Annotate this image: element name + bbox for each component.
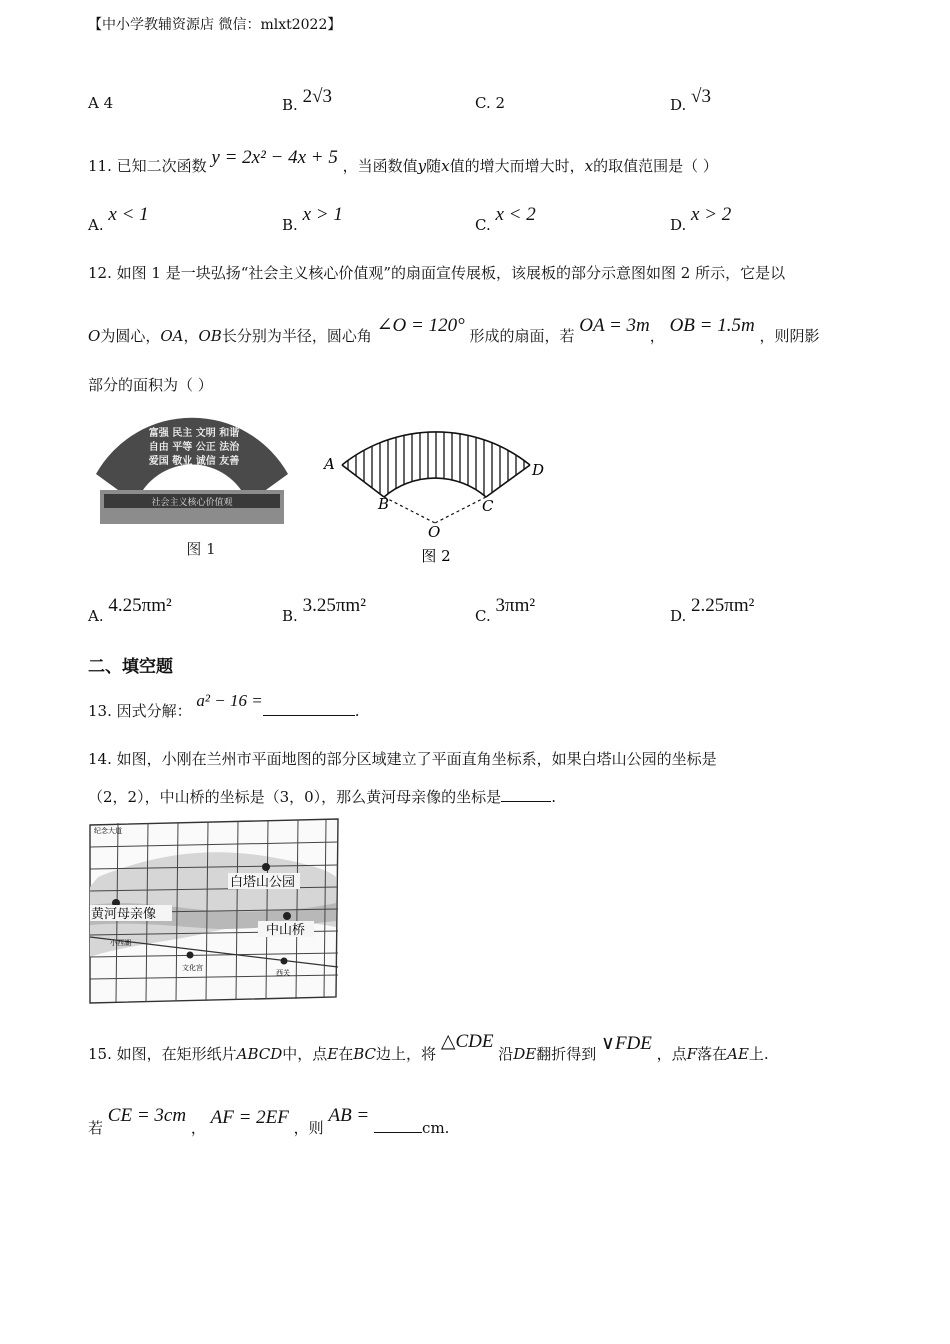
q12-option-a-value: 4.25πm² [108,595,172,616]
q13-answer-blank[interactable] [263,715,355,716]
q12-option-c-value: 3πm² [495,595,536,616]
q14-line2 [88,786,556,807]
q11-option-b-label: B. [282,216,298,234]
q13-expression: a² − 16 = [196,691,263,710]
section-title-fill-in: 二、填空题 [88,657,173,677]
q14-line1: 14. 如图，小刚在兰州市平面地图的部分区域建立了平面直角坐标系，如果白塔山公园的坐标是 [88,750,717,768]
q15-af-value: AF = 2EF [210,1107,289,1128]
q15-comma1: ， [190,1119,206,1137]
q11-option-c-value: x < 2 [495,204,536,225]
q12-text-e: ，则阴影 [759,327,820,345]
q13-period: . [354,702,360,720]
q15-unit: cm. [422,1119,450,1137]
q12-line1: 12. 如图 1 是一块弘扬“社会主义核心价值观”的扇面宣传展板，该展板的部分示意图如图 2 所示，它是以 [88,264,786,282]
q11-option-a-value: x < 1 [108,204,149,225]
q15-bc: BC [353,1045,377,1063]
q15-ab: AB = [328,1105,370,1126]
q12-text-d: 形成的扇面，若 [469,327,575,345]
header-watermark: 【中小学教辅资源店 微信：mlxt2022】 [88,17,342,33]
q11-option-c-label: C. [475,216,491,234]
q15-text-b: 在 [338,1045,354,1063]
q12-figure2 [318,405,558,570]
q12-option-d-value: 2.25πm² [691,595,755,616]
q15-prefix: 15. 如图，在矩形纸片 [88,1045,237,1063]
q15-e: E [327,1045,339,1063]
q11-text-d: 的取值范围是（ ） [593,157,718,175]
q12-angle: ∠O = 120° [376,315,465,336]
q15-text-f: 翻折得到 [536,1045,597,1063]
q11-option-d [670,204,732,236]
q12-option-c [475,595,536,627]
fig2-dash-bo [384,497,435,523]
q11-text-c: 值的增大而增大时， [449,157,585,175]
map-corner-label: 纪念大道 [94,827,122,835]
q12-option-b-value: 3.25πm² [302,595,366,616]
q15-triangle-cde: △CDE [440,1031,494,1052]
q15-text-a: 中，点 [282,1045,328,1063]
q11-option-d-label: D. [670,216,687,234]
q14-map-figure [88,817,340,1005]
q12-o: O [88,327,101,345]
fig2-label-o: O [428,523,441,541]
q11-option-b [282,204,343,236]
q12-option-b-label: B. [282,607,298,625]
baita-label: 白塔山公园 [230,875,296,890]
q15-line1 [88,1031,769,1065]
q10-option-d-label: D. [670,96,687,114]
map-poi-marker-icon [281,958,288,965]
q15-ruo: 若 [88,1119,104,1137]
q11-var-y: y [417,157,427,175]
fig2-dash-co [435,497,486,523]
q12-ob: OB [198,327,222,345]
q12-text-a: 为圆心， [100,327,161,345]
q11-option-b-value: x > 1 [302,204,343,225]
q12-line3: 部分的面积为（ ） [88,376,213,394]
q15-text-g: ，点 [656,1045,687,1063]
q12-option-a-label: A. [88,607,104,625]
q15-comma2: ，则 [293,1119,324,1137]
map-xiguan-label: 西关 [276,969,290,977]
map-poi-marker-icon [187,952,194,959]
q11-option-a [88,204,149,236]
q10-option-a: A 4 [88,94,114,112]
fig2-inner-arc [384,478,486,497]
q10-option-d [670,86,711,116]
q15-text-c: 边上，将 [376,1045,437,1063]
map-xiaoxihu-label: 小西湖 [110,939,131,947]
q12-option-d-label: D. [670,607,687,625]
q12-text-b: ， [183,327,199,345]
q15-text-h: 落在 [697,1045,728,1063]
huanghe-label: 黄河母亲像 [91,907,157,922]
q12-option-d [670,595,755,627]
baita-marker-icon [262,863,270,871]
q12-line2: O为圆心，OA，OB长分别为半径，圆心角 ∠O = 120° 形成的扇面，若 OA = 3m， OB = 1.5m ，则阴影 [88,315,820,345]
q15-answer-blank[interactable] [374,1132,422,1133]
q15-ce-value: CE = 3cm [107,1105,187,1126]
q15-text-i: 上. [748,1045,769,1063]
q11-option-d-value: x > 2 [691,204,732,225]
q12-figure1 [88,408,303,568]
q15-line2 [88,1105,450,1139]
q12-oa-value: OA = 3m [579,315,650,336]
q12-ob-value: OB = 1.5m [669,315,755,336]
q10-option-c: C. 2 [475,94,506,112]
q11-option-c [475,204,536,236]
q15-triangle-fde: ∨FDE [601,1033,652,1054]
fig2-shaded-region [348,405,524,515]
q11-stem [88,147,718,177]
fig2-label-d: D [532,461,545,479]
q12-oa: OA [160,327,184,345]
q11-function: y = 2x² − 4x + 5 [211,147,338,168]
fig1-text-row2: 自由 平等 公正 法治 [148,442,240,453]
zhongshan-marker-icon [283,912,291,920]
q14-answer-blank[interactable] [501,801,551,802]
q15-text-d: 沿 [498,1045,514,1063]
q15-abcd: ABCD [236,1045,283,1063]
q11-text-b: 随 [426,157,442,175]
fig1-band-text: 社会主义核心价值观 [151,498,233,508]
fig2-label-c: C [482,497,494,515]
q10-option-b [282,86,333,116]
fig2-label-b: B [378,495,390,513]
q12-option-a [88,595,172,627]
q11-text-a: ，当函数值 [342,157,418,175]
q12-text-c: 长分别为半径，圆心角 [221,327,372,345]
map-wenhua-label: 文化宫 [182,964,203,972]
q13-stem [88,691,360,721]
q11-var-x: x [441,157,450,175]
q11-var-x2: x [584,157,594,175]
q11-prefix: 11. 已知二次函数 [88,157,207,175]
q15-de: DE [513,1045,537,1063]
q15-ae: AE [727,1045,749,1063]
q12-option-c-label: C. [475,607,491,625]
q10-option-b-label: B. [282,96,298,114]
q11-option-a-label: A. [88,216,104,234]
q12-option-b [282,595,366,627]
q10-option-d-value: √3 [691,86,711,107]
q10-option-b-value: 2√3 [302,86,333,107]
fig1-caption: 图 1 [186,540,216,558]
fig1-text-row1: 富强 民主 文明 和谐 [148,428,240,439]
fig2-caption: 图 2 [421,547,451,565]
fig1-text-row3: 爱国 敬业 诚信 友善 [148,456,240,467]
fig2-label-a: A [324,455,335,473]
q13-prefix: 13. 因式分解： [88,702,192,720]
q14-period: . [551,788,556,806]
q15-f: F [686,1045,698,1063]
zhongshan-label: 中山桥 [266,923,306,938]
q14-line2-text: （2，2），中山桥的坐标是（3，0），那么黄河母亲像的坐标是 [88,788,502,806]
fig2-edge-ab [342,465,384,497]
